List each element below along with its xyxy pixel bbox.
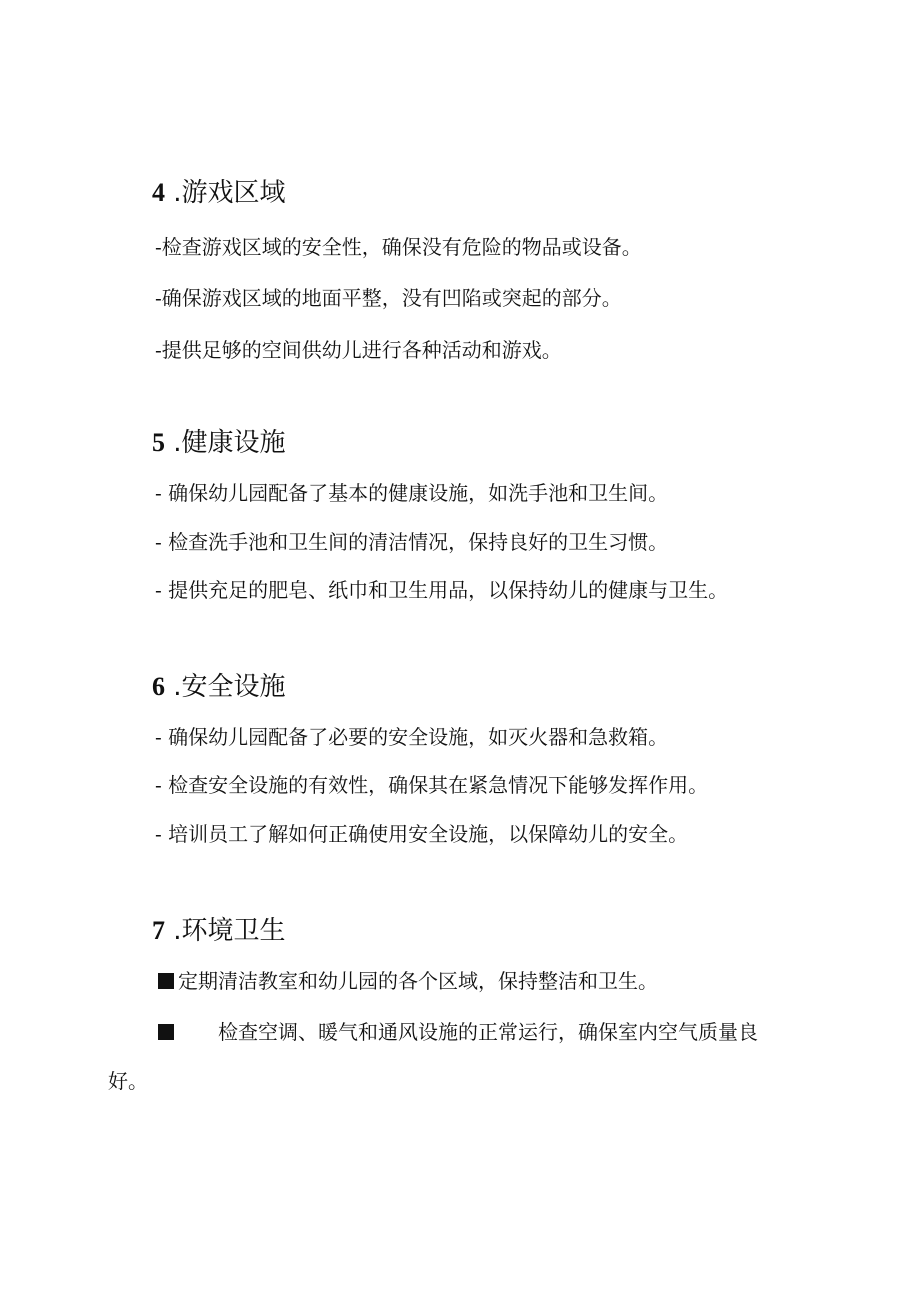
- section-title: .环境卫生: [173, 916, 286, 946]
- section-heading-5: [152, 428, 286, 458]
- list-item-continuation: 好。: [108, 1069, 148, 1093]
- list-item: - 提供充足的肥皂、纸巾和卫生用品，以保持幼儿的健康与卫生。: [155, 578, 729, 602]
- list-item: [158, 968, 658, 994]
- section-number: 6: [152, 672, 165, 701]
- section-heading-7: [152, 916, 286, 946]
- list-item: -确保游戏区域的地面平整，没有凹陷或突起的部分。: [155, 286, 622, 310]
- list-item: [158, 1019, 758, 1045]
- section-heading-4: [152, 178, 286, 208]
- list-item: - 确保幼儿园配备了必要的安全设施，如灭火器和急救箱。: [155, 725, 669, 749]
- square-bullet-icon: [158, 973, 174, 989]
- section-title: .健康设施: [173, 428, 286, 458]
- list-item-text: 定期清洁教室和幼儿园的各个区域，保持整洁和卫生。: [178, 969, 658, 993]
- list-item: - 检查安全设施的有效性，确保其在紧急情况下能够发挥作用。: [155, 773, 709, 797]
- section-title: .安全设施: [173, 672, 286, 702]
- list-item: -检查游戏区域的安全性，确保没有危险的物品或设备。: [155, 235, 642, 259]
- list-item-text: 检查空调、暖气和通风设施的正常运行，确保室内空气质量良: [218, 1020, 758, 1044]
- section-heading-6: [152, 672, 286, 702]
- square-bullet-icon: [158, 1024, 174, 1040]
- list-item: -提供足够的空间供幼儿进行各种活动和游戏。: [155, 338, 562, 362]
- section-title: .游戏区域: [173, 178, 286, 208]
- section-number: 5: [152, 428, 165, 457]
- list-item: - 确保幼儿园配备了基本的健康设施，如洗手池和卫生间。: [155, 481, 669, 505]
- list-item: - 培训员工了解如何正确使用安全设施，以保障幼儿的安全。: [155, 822, 689, 846]
- section-number: 7: [152, 916, 165, 945]
- list-item: - 检查洗手池和卫生间的清洁情况，保持良好的卫生习惯。: [155, 530, 669, 554]
- section-number: 4: [152, 178, 165, 207]
